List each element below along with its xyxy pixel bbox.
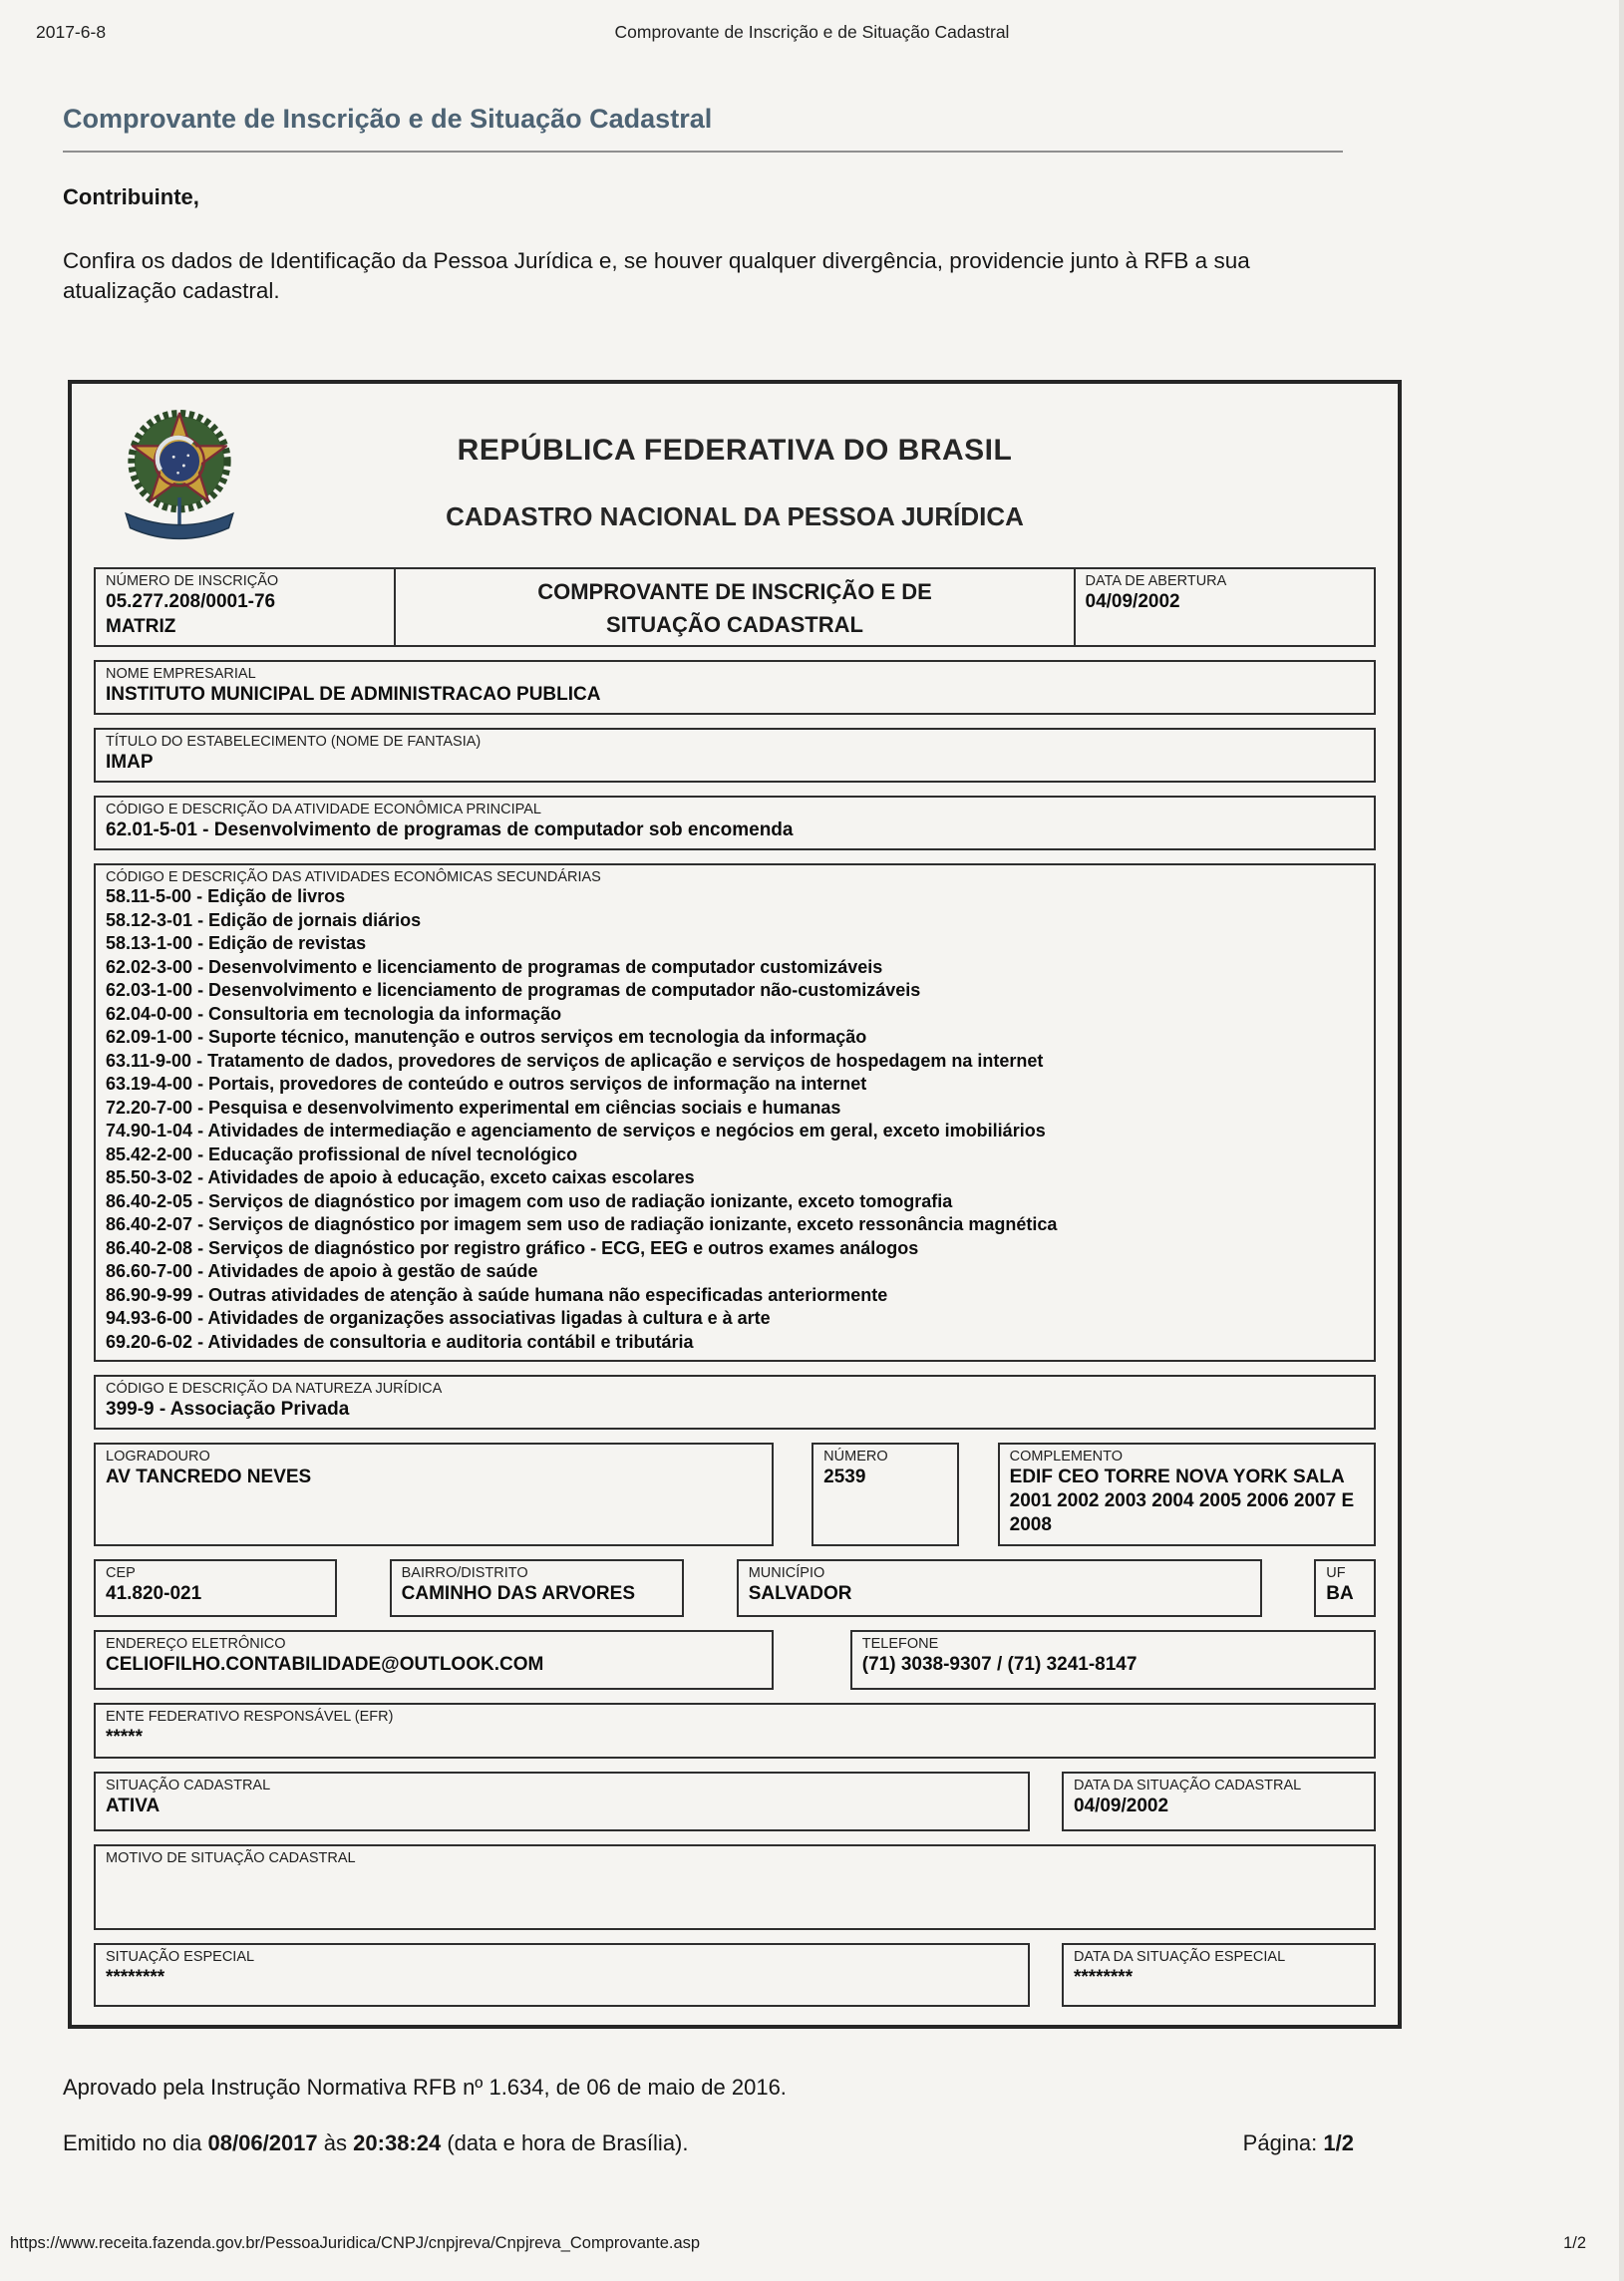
print-footer	[10, 2234, 1586, 2253]
number-box	[812, 1443, 959, 1546]
district: CAMINHO DAS ARVORES	[401, 1583, 635, 1604]
activity-item: 63.11-9-00 - Tratamento de dados, provedores de serviços de aplicação e serviços de hospedagem na internet	[106, 1050, 1044, 1071]
field-label: LOGRADOURO	[106, 1449, 210, 1465]
efr-box	[94, 1703, 1376, 1759]
field-label: CÓDIGO E DESCRIÇÃO DA ATIVIDADE ECONÔMICA PRINCIPAL	[106, 802, 541, 817]
cep: 41.820-021	[106, 1583, 202, 1604]
district-box	[390, 1559, 685, 1617]
registry-title: CADASTRO NACIONAL DA PESSOA JURÍDICA	[446, 501, 1024, 531]
state-box	[1314, 1559, 1376, 1617]
activity-item: 86.40-2-05 - Serviços de diagnóstico por imagem com uso de radiação ionizante, exceto tomografia	[106, 1190, 953, 1211]
city: SALVADOR	[748, 1583, 852, 1604]
activity-item: 62.03-1-00 - Desenvolvimento e licenciamento de programas de computador não-customizáveis	[106, 980, 921, 1000]
status-value: ATIVA	[106, 1795, 161, 1816]
salutation: Contribuinte,	[63, 184, 199, 209]
efr-value: *****	[106, 1727, 143, 1748]
cep-box	[94, 1559, 337, 1617]
phone: (71) 3038-9307 / (71) 3241-8147	[861, 1654, 1137, 1675]
brazil-coat-of-arms-icon	[106, 402, 253, 561]
emission-row	[63, 2130, 1354, 2156]
activity-item: 62.04-0-00 - Consultoria em tecnologia da informação	[106, 1003, 562, 1024]
inscription-number: 05.277.208/0001-76	[106, 591, 276, 612]
activity-item: 74.90-1-04 - Atividades de intermediação e agenciamento de serviços e negócios em geral, exceto imobiliários	[106, 1121, 1046, 1140]
complement-box	[998, 1443, 1376, 1546]
certificate-id-row	[94, 567, 1376, 647]
activity-item: 58.13-1-00 - Edição de revistas	[106, 933, 367, 953]
cep-row	[94, 1559, 1376, 1617]
activity-item: 85.50-3-02 - Atividades de apoio à educação, exceto caixas escolares	[106, 1167, 695, 1187]
print-header-title: Comprovante de Inscrição e de Situação Cadastral	[614, 22, 1010, 42]
special-status: ********	[106, 1967, 165, 1988]
certificate-title-box	[394, 567, 1075, 647]
activity-item: 86.40-2-08 - Serviços de diagnóstico por registro gráfico - ECG, EEG e outros exames análogos	[106, 1237, 919, 1258]
page-indicator-value: 1/2	[1323, 2130, 1354, 2155]
footer-url: https://www.receita.fazenda.gov.br/PessoaJuridica/CNPJ/cnpjreva/Cnpjreva_Comprovante.asp	[10, 2234, 701, 2252]
activity-item: 72.20-7-00 - Pesquisa e desenvolvimento experimental em ciências sociais e humanas	[106, 1097, 841, 1118]
field-label: CÓDIGO E DESCRIÇÃO DA NATUREZA JURÍDICA	[106, 1381, 443, 1397]
activity-item: 86.60-7-00 - Atividades de apoio à gestão de saúde	[106, 1261, 538, 1281]
activity-item: 86.40-2-07 - Serviços de diagnóstico por imagem sem uso de radiação ionizante, exceto ressonância magnética	[106, 1214, 1058, 1234]
trade-name: IMAP	[106, 752, 154, 773]
republic-title: REPÚBLICA FEDERATIVA DO BRASIL	[457, 434, 1013, 467]
field-label: MOTIVO DE SITUAÇÃO CADASTRAL	[106, 1850, 356, 1866]
legal-nature-box	[94, 1375, 1376, 1430]
street: AV TANCREDO NEVES	[106, 1466, 312, 1487]
activity-item: 63.19-4-00 - Portais, provedores de conteúdo e outros serviços de informação na internet	[106, 1074, 867, 1094]
certificate-title-line: COMPROVANTE DE INSCRIÇÃO E DE	[537, 579, 932, 604]
main-activity: 62.01-5-01 - Desenvolvimento de programas de computador sob encomenda	[106, 819, 794, 840]
emission-date: 08/06/2017	[207, 2130, 318, 2155]
email: CELIOFILHO.CONTABILIDADE@OUTLOOK.COM	[106, 1654, 544, 1675]
field-label: CEP	[106, 1565, 136, 1581]
approval-note: Aprovado pela Instrução Normativa RFB nº 1.634, de 06 de maio de 2016.	[63, 2075, 787, 2100]
activity-item: 69.20-6-02 - Atividades de consultoria e auditoria contábil e tributária	[106, 1331, 694, 1352]
special-status-date-box	[1062, 1943, 1376, 2007]
status-date-box	[1062, 1772, 1376, 1831]
field-label: TÍTULO DO ESTABELECIMENTO (NOME DE FANTASIA)	[106, 734, 482, 750]
street-box	[94, 1443, 774, 1546]
field-label: BAIRRO/DISTRITO	[401, 1565, 528, 1581]
activity-item: 86.90-9-99 - Outras atividades de atenção à saúde humana não especificadas anteriormente	[106, 1284, 888, 1305]
footer-page-number: 1/2	[1563, 2234, 1586, 2252]
state: BA	[1326, 1583, 1354, 1604]
special-status-date: ********	[1073, 1967, 1134, 1988]
field-label: NÚMERO DE INSCRIÇÃO	[106, 573, 279, 589]
field-label: NÚMERO	[823, 1449, 888, 1465]
field-label: DATA DA SITUAÇÃO CADASTRAL	[1073, 1778, 1302, 1793]
main-activity-box	[94, 796, 1376, 850]
field-label: UF	[1326, 1565, 1346, 1581]
activity-item: 94.93-6-00 - Atividades de organizações associativas ligadas à cultura e à arte	[106, 1308, 771, 1328]
activity-item: 62.09-1-00 - Suporte técnico, manutenção e outros serviços em tecnologia da informação	[106, 1027, 867, 1047]
special-status-row	[94, 1943, 1376, 2007]
activity-item: 85.42-2-00 - Educação profissional de nível tecnológico	[106, 1143, 578, 1164]
trade-name-box	[94, 728, 1376, 783]
phone-box	[850, 1630, 1376, 1690]
opening-date-box	[1074, 567, 1376, 647]
email-box	[94, 1630, 774, 1690]
complement: EDIF CEO TORRE NOVA YORK SALA 2001 2002 2003 2004 2005 2006 2007 E 2008	[1009, 1466, 1355, 1535]
status-date: 04/09/2002	[1073, 1795, 1169, 1816]
certificate-title-line: SITUAÇÃO CADASTRAL	[606, 612, 863, 637]
emission-line	[63, 2130, 689, 2156]
field-label: TELEFONE	[861, 1636, 939, 1652]
page-title: Comprovante de Inscrição e de Situação Cadastral	[63, 104, 713, 134]
street-number: 2539	[823, 1466, 866, 1487]
field-label: MUNICÍPIO	[748, 1565, 825, 1581]
emission-time: 20:38:24	[353, 2130, 442, 2155]
field-label: DATA DE ABERTURA	[1085, 573, 1227, 589]
field-label: COMPLEMENTO	[1009, 1449, 1123, 1465]
inscription-box	[94, 567, 396, 647]
activity-item: 58.12-3-01 - Edição de jornais diários	[106, 909, 422, 930]
activity-item: 58.11-5-00 - Edição de livros	[106, 886, 346, 906]
opening-date: 04/09/2002	[1085, 591, 1180, 612]
company-name: INSTITUTO MUNICIPAL DE ADMINISTRACAO PUBLICA	[106, 684, 601, 705]
page-indicator-label: Página:	[1242, 2130, 1318, 2155]
field-label: SITUAÇÃO ESPECIAL	[106, 1949, 255, 1965]
field-label: SITUAÇÃO CADASTRAL	[106, 1778, 271, 1793]
city-box	[737, 1559, 1262, 1617]
field-label: DATA DA SITUAÇÃO ESPECIAL	[1073, 1949, 1286, 1965]
print-date: 2017-6-8	[36, 22, 107, 42]
secondary-activities-list	[106, 885, 1364, 1354]
activity-item: 62.02-3-00 - Desenvolvimento e licenciamento de programas de computador customizáveis	[106, 956, 883, 977]
status-box	[94, 1772, 1030, 1831]
page-indicator	[1243, 2130, 1354, 2156]
contact-row	[94, 1630, 1376, 1690]
field-label: NOME EMPRESARIAL	[106, 666, 256, 682]
special-status-box	[94, 1943, 1030, 2007]
company-name-box	[94, 660, 1376, 715]
certificate-header	[94, 398, 1376, 567]
legal-nature: 399-9 - Associação Privada	[106, 1399, 350, 1420]
emission-suffix: (data e hora de Brasília).	[447, 2130, 689, 2155]
heading-divider	[63, 151, 1343, 153]
status-reason-box	[94, 1844, 1376, 1930]
emission-connector: às	[323, 2130, 348, 2155]
intro-text: Confira os dados de Identificação da Pessoa Jurídica e, se houver qualquer divergência, providencie junto à RFB a sua atualização cadastral.	[63, 248, 1250, 303]
field-label: ENTE FEDERATIVO RESPONSÁVEL (EFR)	[106, 1709, 394, 1725]
status-row	[94, 1772, 1376, 1831]
emission-prefix: Emitido no dia	[63, 2130, 202, 2155]
field-label: CÓDIGO E DESCRIÇÃO DAS ATIVIDADES ECONÔMICAS SECUNDÁRIAS	[106, 869, 601, 885]
field-label: ENDEREÇO ELETRÔNICO	[106, 1636, 286, 1652]
inscription-type: MATRIZ	[106, 616, 176, 637]
secondary-activities-box	[94, 863, 1376, 1362]
address-row	[94, 1443, 1376, 1546]
cnpj-certificate	[68, 380, 1402, 2029]
print-meta	[0, 0, 1624, 62]
